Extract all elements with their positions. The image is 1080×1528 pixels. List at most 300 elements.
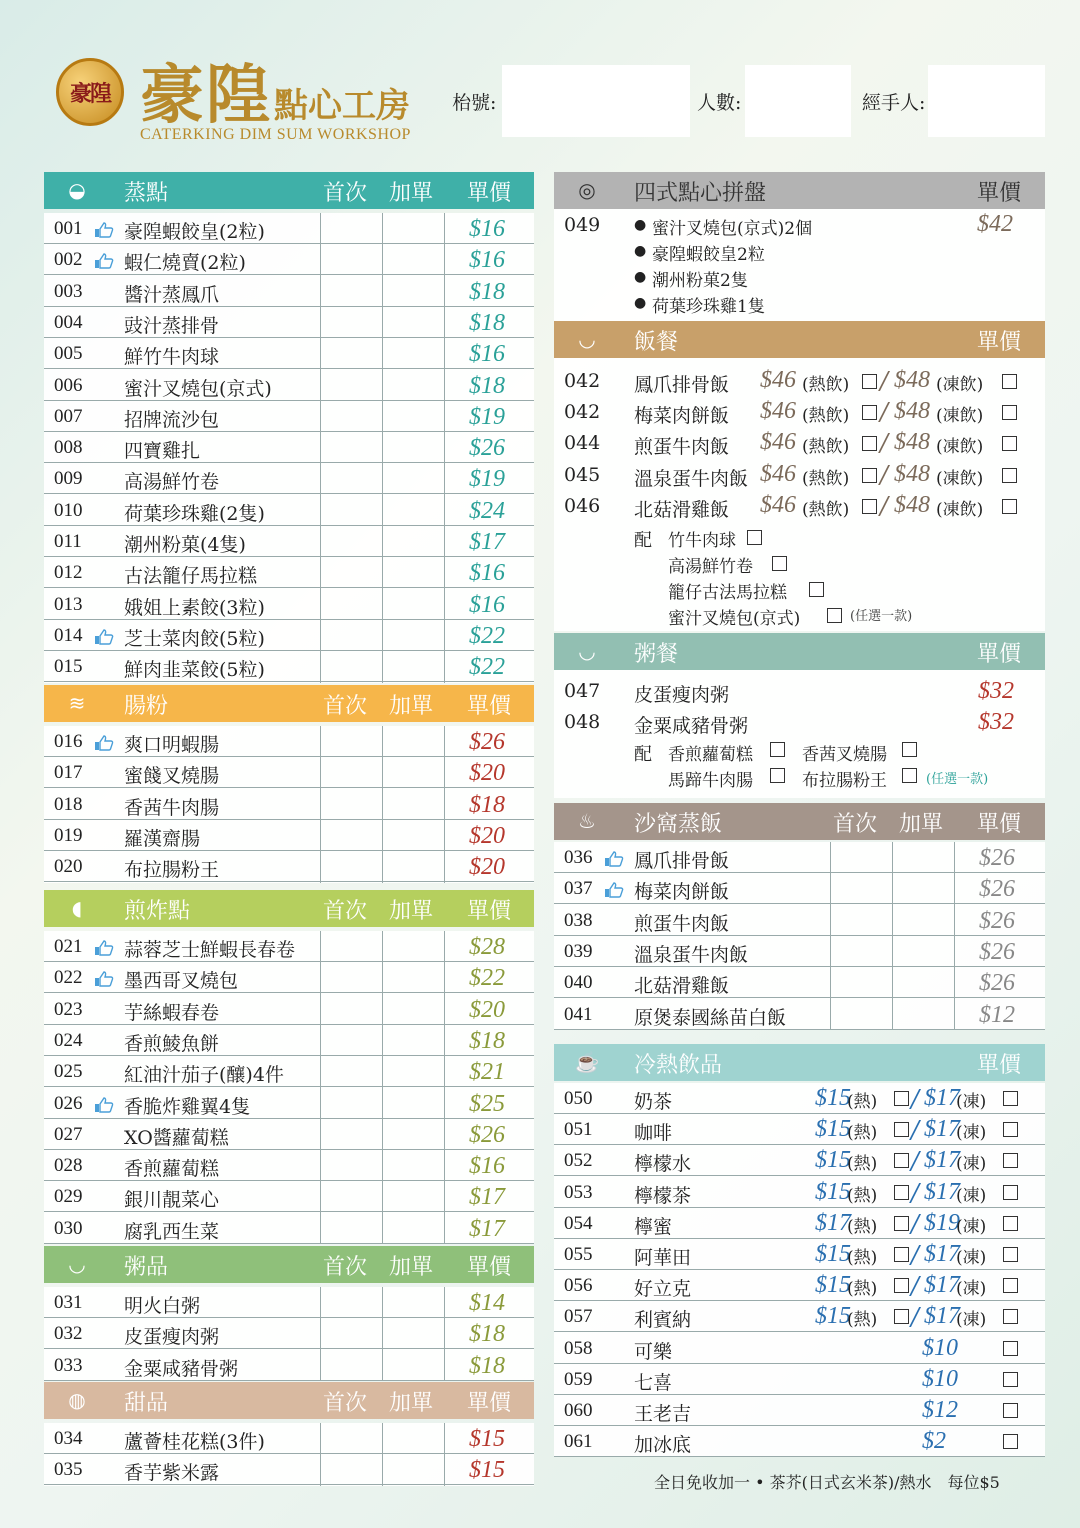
- thumbs-up-icon: [94, 252, 114, 268]
- cold-label: (凍飲): [936, 499, 984, 520]
- cold-checkbox[interactable]: [1002, 468, 1017, 483]
- cold-checkbox[interactable]: [1003, 1278, 1018, 1293]
- item-name: 皮蛋瘦肉粥: [124, 1326, 220, 1349]
- item-code: 053: [564, 1181, 593, 1203]
- first-order-cell[interactable]: [320, 962, 382, 992]
- add-order-cell[interactable]: [892, 936, 954, 966]
- item-price: $26: [979, 876, 1015, 903]
- side-option: 馬蹄牛肉腸: [668, 771, 753, 791]
- first-order-cell[interactable]: [320, 1318, 382, 1348]
- menu-item-row: [44, 213, 534, 244]
- add-order-cell[interactable]: [892, 999, 954, 1029]
- drink-row: [554, 1395, 1045, 1426]
- first-order-cell[interactable]: [320, 495, 382, 525]
- item-code: 027: [54, 1123, 83, 1145]
- add-order-cell[interactable]: [382, 307, 444, 337]
- order-checkbox[interactable]: [1003, 1341, 1018, 1356]
- item-price: $18: [469, 1027, 505, 1054]
- menu-item-row: [44, 370, 534, 401]
- menu-item-row: [554, 967, 1045, 998]
- hot-checkbox[interactable]: [862, 436, 877, 451]
- item-code: 009: [54, 468, 83, 490]
- menu-item-row: [44, 463, 534, 494]
- add-order-cell[interactable]: [382, 994, 444, 1024]
- column-divider: [320, 213, 321, 683]
- first-order-cell[interactable]: [320, 557, 382, 587]
- first-order-cell[interactable]: [320, 1181, 382, 1211]
- menu-item-row: [44, 1213, 534, 1244]
- item-name: 鳳爪排骨飯: [634, 374, 730, 396]
- order-checkbox[interactable]: [1003, 1403, 1018, 1418]
- item-code: 044: [564, 432, 601, 455]
- add-order-cell[interactable]: [382, 1350, 444, 1380]
- menu-item-row: [44, 1056, 534, 1087]
- menu-item-row: [44, 789, 534, 820]
- add-order-cell[interactable]: [382, 1454, 444, 1484]
- item-price: $22: [469, 965, 505, 992]
- add-order-cell[interactable]: [382, 432, 444, 462]
- table-number-label: 枱號:: [452, 92, 497, 114]
- item-price: $20: [469, 760, 505, 787]
- item-price: $10: [922, 1365, 958, 1392]
- add-order-cell[interactable]: [382, 1150, 444, 1180]
- hot-checkbox[interactable]: [862, 374, 877, 389]
- separator: /: [911, 1116, 920, 1145]
- column-divider: [382, 1287, 383, 1381]
- item-name: 金粟咸豬骨粥: [124, 1357, 239, 1380]
- table-number-field[interactable]: [502, 65, 690, 137]
- first-order-cell[interactable]: [320, 1056, 382, 1086]
- menu-item-row: [44, 1088, 534, 1119]
- rice-meal-section-title: 飯餐: [634, 330, 679, 355]
- first-order-cell[interactable]: [320, 1423, 382, 1453]
- cold-label: (凍飲): [936, 406, 984, 427]
- claypot-items: [554, 842, 1045, 1030]
- first-order-cell[interactable]: [320, 244, 382, 274]
- item-name: 高湯鮮竹卷: [124, 471, 220, 494]
- add-order-cell[interactable]: [892, 873, 954, 903]
- first-order-cell[interactable]: [320, 432, 382, 462]
- unit-price-column-header: 單價: [467, 694, 512, 719]
- item-name: 爽口明蝦腸: [124, 734, 220, 756]
- menu-item-row: [44, 620, 534, 651]
- first-order-column-header: 首次: [323, 1255, 368, 1280]
- first-order-cell[interactable]: [830, 967, 892, 997]
- item-name: 潮州粉菓(4隻): [124, 534, 246, 556]
- cold-label: (凍): [956, 1154, 987, 1175]
- rice-roll-icon: ≋: [68, 691, 86, 715]
- cold-price: $17: [924, 1116, 960, 1143]
- hot-label: (熱): [847, 1092, 878, 1112]
- first-order-cell[interactable]: [320, 589, 382, 619]
- bullet: ●: [634, 295, 647, 311]
- add-order-cell[interactable]: [382, 1181, 444, 1211]
- item-price: $26: [469, 729, 505, 755]
- first-order-cell[interactable]: [320, 1287, 382, 1317]
- item-code: 056: [564, 1275, 593, 1297]
- first-order-cell[interactable]: [320, 338, 382, 368]
- item-code: 058: [564, 1337, 593, 1359]
- item-name: 煎蛋牛肉飯: [634, 912, 730, 935]
- menu-item-row: [44, 820, 534, 851]
- footer-note: 全日免收加一 • 茶芥(日式玄米茶)/熱水 每位$5: [654, 1473, 1000, 1492]
- item-name: 檸蜜: [634, 1215, 673, 1238]
- cold-checkbox[interactable]: [1003, 1216, 1018, 1231]
- menu-item-row: [44, 495, 534, 526]
- hot-checkbox[interactable]: [894, 1122, 909, 1137]
- item-name: 芝士菜肉餃(5粒): [124, 627, 265, 650]
- menu-item-row: [44, 244, 534, 275]
- item-price: $18: [469, 372, 505, 399]
- first-order-column-header: 首次: [833, 812, 878, 837]
- choose-one-note: (任選一款): [850, 609, 913, 624]
- add-order-cell[interactable]: [892, 842, 954, 872]
- fried-section-header: [44, 890, 534, 927]
- item-name: 檸檬茶: [634, 1184, 692, 1207]
- column-divider: [892, 842, 893, 1030]
- side-option: 蜜汁叉燒包(京式): [668, 609, 801, 629]
- add-order-cell[interactable]: [382, 931, 444, 961]
- item-price: $26: [979, 845, 1015, 871]
- cold-price: $48: [894, 398, 930, 425]
- add-order-cell[interactable]: [382, 1119, 444, 1149]
- item-code: 002: [54, 249, 83, 271]
- rice-roll-section-items: [44, 726, 534, 883]
- cold-checkbox[interactable]: [1003, 1091, 1018, 1106]
- congee-bowl-icon: ◡: [68, 1252, 86, 1276]
- first-order-cell[interactable]: [320, 1213, 382, 1243]
- item-code: 052: [564, 1150, 593, 1172]
- item-price: $15: [469, 1426, 505, 1452]
- frying-pan-icon: ◖: [71, 896, 83, 920]
- add-order-cell[interactable]: [382, 557, 444, 587]
- first-order-cell[interactable]: [830, 905, 892, 935]
- item-price: $20: [469, 996, 505, 1023]
- hot-checkbox[interactable]: [894, 1091, 909, 1106]
- side-checkbox[interactable]: [902, 742, 917, 757]
- hot-checkbox[interactable]: [862, 468, 877, 483]
- first-order-cell[interactable]: [830, 842, 892, 872]
- item-name: 利賓納: [634, 1309, 692, 1332]
- column-divider: [382, 726, 383, 883]
- item-name: 紅油汁茄子(釀)4件: [124, 1064, 284, 1087]
- item-code: 032: [54, 1323, 83, 1345]
- congee-section-header: [44, 1246, 534, 1283]
- item-name: 銀川靚菜心: [124, 1189, 220, 1212]
- hot-checkbox[interactable]: [894, 1278, 909, 1293]
- menu-item-row: [44, 401, 534, 432]
- side-checkbox[interactable]: [772, 556, 787, 571]
- rice-meal-body: [554, 358, 1045, 631]
- item-name: 蘆薈桂花糕(3件): [124, 1431, 265, 1453]
- first-order-cell[interactable]: [320, 213, 382, 243]
- side-checkbox[interactable]: [902, 768, 917, 783]
- add-order-cell[interactable]: [382, 851, 444, 881]
- handler-label: 經手人:: [862, 92, 926, 114]
- item-name: 皮蛋瘦肉粥: [634, 684, 730, 706]
- add-order-cell[interactable]: [382, 276, 444, 306]
- add-order-cell[interactable]: [382, 495, 444, 525]
- hot-checkbox[interactable]: [862, 499, 877, 514]
- item-price: $12: [922, 1397, 958, 1423]
- item-name: 梅菜肉餅飯: [634, 405, 730, 428]
- steamed-section-header: [44, 172, 534, 209]
- item-name: 好立克: [634, 1278, 692, 1301]
- menu-item-row: [44, 1181, 534, 1212]
- cold-checkbox[interactable]: [1003, 1247, 1018, 1262]
- item-name: 北菇滑雞飯: [634, 498, 730, 521]
- first-order-cell[interactable]: [320, 1350, 382, 1380]
- menu-item-row: [44, 1119, 534, 1150]
- add-order-cell[interactable]: [382, 1287, 444, 1317]
- menu-item-row: [44, 931, 534, 962]
- hot-checkbox[interactable]: [894, 1185, 909, 1200]
- first-order-cell[interactable]: [320, 370, 382, 400]
- hot-checkbox[interactable]: [894, 1216, 909, 1231]
- cold-label: (凍飲): [936, 375, 984, 395]
- first-order-cell[interactable]: [320, 401, 382, 431]
- add-order-cell[interactable]: [382, 1088, 444, 1118]
- hot-checkbox[interactable]: [862, 405, 877, 420]
- menu-item-row: [44, 962, 534, 993]
- add-order-cell[interactable]: [382, 620, 444, 650]
- first-order-cell[interactable]: [320, 851, 382, 881]
- drink-row: [554, 1301, 1045, 1332]
- column-divider: [444, 1287, 445, 1381]
- item-name: 蒜蓉芝士鮮蝦長春卷: [124, 939, 296, 961]
- first-order-cell[interactable]: [320, 1150, 382, 1180]
- item-name: 醬汁蒸鳳爪: [124, 283, 220, 306]
- item-name: 羅漢齋腸: [124, 827, 201, 850]
- menu-item-row: [44, 1025, 534, 1056]
- column-divider: [320, 1287, 321, 1381]
- hot-checkbox[interactable]: [894, 1309, 909, 1324]
- item-price: $19: [469, 403, 505, 430]
- add-order-cell[interactable]: [382, 820, 444, 850]
- congee-section-title: 粥品: [124, 1255, 169, 1280]
- column-divider: [444, 931, 445, 1244]
- add-order-cell[interactable]: [382, 401, 444, 431]
- item-price: $26: [979, 938, 1015, 965]
- add-order-cell[interactable]: [382, 338, 444, 368]
- item-name: 咖啡: [634, 1122, 673, 1145]
- hot-price: $15: [815, 1085, 851, 1111]
- cold-checkbox[interactable]: [1002, 436, 1017, 451]
- first-order-cell[interactable]: [320, 276, 382, 306]
- people-count-field[interactable]: [745, 65, 851, 137]
- first-order-cell[interactable]: [830, 999, 892, 1029]
- first-order-cell[interactable]: [320, 994, 382, 1024]
- separator: /: [911, 1303, 920, 1332]
- brand-small: 點心工房: [274, 86, 410, 126]
- first-order-cell[interactable]: [320, 1119, 382, 1149]
- item-price: $32: [978, 678, 1014, 704]
- side-checkbox[interactable]: [747, 530, 762, 545]
- item-name: 豉汁蒸排骨: [124, 314, 220, 337]
- item-name: 溫泉蛋牛肉飯: [634, 467, 749, 490]
- first-order-cell[interactable]: [320, 620, 382, 650]
- drinks-items: [554, 1083, 1045, 1457]
- add-order-cell[interactable]: [382, 1056, 444, 1086]
- item-code: 007: [54, 405, 83, 427]
- item-code: 001: [54, 218, 83, 239]
- first-order-cell[interactable]: [320, 1025, 382, 1055]
- column-divider: [320, 931, 321, 1244]
- cold-checkbox[interactable]: [1002, 499, 1017, 514]
- separator: /: [911, 1147, 920, 1176]
- side-checkbox[interactable]: [827, 608, 842, 623]
- cold-label: (凍): [956, 1310, 987, 1331]
- item-code: 035: [54, 1459, 83, 1481]
- order-checkbox[interactable]: [1003, 1372, 1018, 1387]
- add-order-cell[interactable]: [382, 463, 444, 493]
- separator: /: [880, 367, 889, 395]
- item-name: 加冰底: [634, 1434, 692, 1457]
- add-order-cell[interactable]: [892, 967, 954, 997]
- item-code: 028: [54, 1155, 83, 1177]
- add-order-cell[interactable]: [382, 1025, 444, 1055]
- hot-label: (熱飲): [802, 375, 850, 395]
- first-order-cell[interactable]: [320, 1454, 382, 1484]
- item-name: 四寶雞扎: [124, 440, 201, 463]
- item-code: 045: [564, 463, 601, 486]
- hot-price: $46: [760, 429, 796, 456]
- side-checkbox[interactable]: [770, 742, 785, 757]
- item-name: 蜜汁叉燒包(京式): [124, 377, 272, 400]
- first-order-cell[interactable]: [320, 1088, 382, 1118]
- item-code: 031: [54, 1292, 83, 1313]
- first-order-cell[interactable]: [320, 820, 382, 850]
- brand-english: CATERKING DIM SUM WORKSHOP: [140, 126, 411, 143]
- item-code: 060: [564, 1400, 593, 1421]
- add-order-cell[interactable]: [382, 651, 444, 681]
- first-order-cell[interactable]: [830, 873, 892, 903]
- add-order-cell[interactable]: [382, 1423, 444, 1453]
- add-order-cell[interactable]: [382, 789, 444, 819]
- add-order-cell[interactable]: [382, 1318, 444, 1348]
- add-order-cell[interactable]: [382, 1213, 444, 1243]
- rice-roll-section-header: [44, 685, 534, 722]
- choose-one-note: (任選一款): [926, 772, 989, 787]
- first-order-cell[interactable]: [320, 757, 382, 787]
- order-checkbox[interactable]: [1003, 1434, 1018, 1449]
- item-price: $18: [469, 1352, 505, 1379]
- hot-checkbox[interactable]: [894, 1153, 909, 1168]
- hot-label: (熱飲): [802, 437, 850, 458]
- item-name: 荷葉珍珠雞(2隻): [124, 502, 265, 525]
- cold-checkbox[interactable]: [1003, 1309, 1018, 1324]
- item-code: 026: [54, 1092, 83, 1114]
- cold-label: (凍): [956, 1216, 987, 1237]
- cold-checkbox[interactable]: [1003, 1153, 1018, 1168]
- item-name: 奶茶: [634, 1091, 673, 1113]
- item-price: $22: [469, 622, 505, 649]
- item-code: 014: [54, 624, 83, 646]
- add-order-cell[interactable]: [382, 244, 444, 274]
- drink-row: [554, 1208, 1045, 1239]
- column-divider: [830, 842, 831, 1030]
- congee-meal-section-header: [554, 633, 1045, 670]
- add-order-cell[interactable]: [382, 589, 444, 619]
- item-price: $18: [469, 1321, 505, 1348]
- first-order-cell[interactable]: [830, 936, 892, 966]
- first-order-cell[interactable]: [320, 931, 382, 961]
- cold-label: (凍): [956, 1092, 987, 1112]
- congee-meal-section-title: 粥餐: [634, 642, 679, 667]
- first-order-cell[interactable]: [320, 463, 382, 493]
- item-name: 蝦仁燒賣(2粒): [124, 252, 246, 275]
- menu-item-row: [44, 1423, 534, 1454]
- item-price: $19: [469, 466, 505, 493]
- cold-price: $48: [894, 429, 930, 456]
- column-divider: [382, 213, 383, 683]
- item-code: 011: [54, 531, 82, 552]
- dessert-section-items: [44, 1423, 534, 1486]
- first-order-cell[interactable]: [320, 726, 382, 756]
- add-order-cell[interactable]: [382, 370, 444, 400]
- first-order-cell[interactable]: [320, 307, 382, 337]
- cold-checkbox[interactable]: [1003, 1185, 1018, 1200]
- item-code: 021: [54, 936, 83, 957]
- item-name: 鳳爪排骨飯: [634, 850, 730, 872]
- item-code: 020: [54, 856, 83, 878]
- cold-checkbox[interactable]: [1003, 1122, 1018, 1137]
- cold-checkbox[interactable]: [1002, 405, 1017, 420]
- item-name: 芋絲蝦春卷: [124, 1001, 220, 1024]
- add-order-column-header: 加單: [389, 1391, 434, 1416]
- separator: /: [911, 1178, 920, 1207]
- item-price: $16: [469, 1153, 505, 1180]
- item-code: 030: [54, 1217, 83, 1239]
- item-code: 049: [564, 214, 601, 236]
- unit-price-column-header: 單價: [467, 1391, 512, 1416]
- congee-icon: ◡: [578, 639, 596, 663]
- hot-label: (熱): [847, 1279, 878, 1300]
- first-order-cell[interactable]: [320, 789, 382, 819]
- first-order-cell[interactable]: [320, 526, 382, 556]
- people-count-label: 人數:: [697, 92, 742, 114]
- add-order-column-header: 加單: [389, 694, 434, 719]
- menu-item-row: [44, 432, 534, 463]
- item-code: 012: [54, 562, 83, 584]
- with-label: 配: [634, 744, 652, 765]
- add-order-cell[interactable]: [382, 213, 444, 243]
- handler-field[interactable]: [928, 65, 1045, 137]
- add-order-cell[interactable]: [382, 726, 444, 756]
- hot-price: $15: [815, 1272, 851, 1299]
- add-order-cell[interactable]: [382, 757, 444, 787]
- menu-item-row: [44, 851, 534, 882]
- hot-checkbox[interactable]: [894, 1247, 909, 1262]
- item-price: $26: [469, 1121, 505, 1148]
- add-order-cell[interactable]: [892, 905, 954, 935]
- cold-label: (凍): [956, 1185, 987, 1206]
- cold-checkbox[interactable]: [1002, 374, 1017, 389]
- menu-item-row: [44, 1350, 534, 1381]
- platter-item: 蜜汁叉燒包(京式)2個: [652, 219, 813, 239]
- side-checkbox[interactable]: [809, 582, 824, 597]
- brand-big: 豪隍: [140, 58, 272, 133]
- cold-price: $48: [894, 367, 930, 393]
- unit-price-column-header: 單價: [977, 1053, 1022, 1078]
- hot-label: (熱): [847, 1216, 878, 1237]
- side-checkbox[interactable]: [770, 768, 785, 783]
- add-order-cell[interactable]: [382, 962, 444, 992]
- hot-price: $46: [760, 460, 796, 487]
- add-order-cell[interactable]: [382, 526, 444, 556]
- item-name: 阿華田: [634, 1247, 692, 1269]
- first-order-cell[interactable]: [320, 651, 382, 681]
